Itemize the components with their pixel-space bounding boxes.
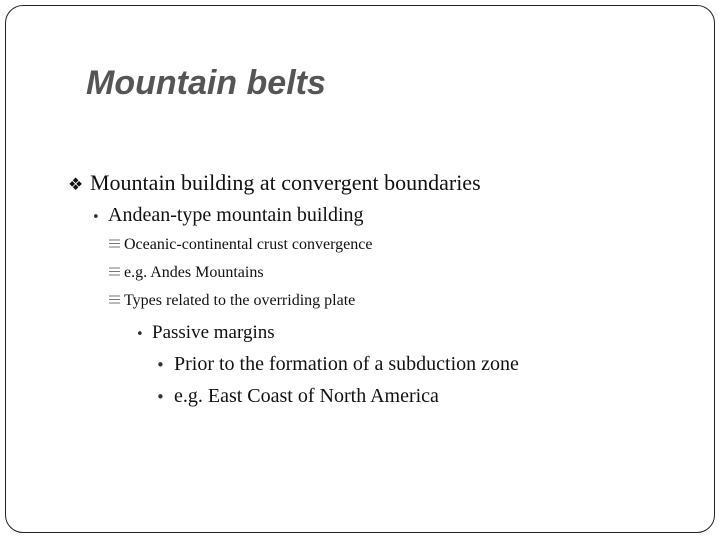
bullet-text: Prior to the formation of a subduction zone [174,353,519,375]
lines-bullet-icon [109,295,120,304]
bullet-level1 [68,170,481,196]
diamond-bullet-icon: ❖ [68,175,84,194]
bullet-level3 [109,292,355,310]
bullet-level3 [109,264,264,282]
bullet-level4 [136,322,275,344]
bullet-level2 [92,204,364,227]
dot-bullet-icon: • [92,210,100,225]
bullet-text: Types related to the overriding plate [124,292,356,309]
bullet-level5 [156,353,519,376]
bullet-level3 [109,236,372,254]
bullet-level5 [156,385,439,408]
lines-bullet-icon [109,239,120,248]
bullet-text: Oceanic-continental crust convergence [124,236,373,253]
bullet-text: Passive margins [152,322,275,343]
bullet-text: Andean-type mountain building [108,204,364,226]
dot-bullet-icon: • [156,388,165,406]
dot-bullet-icon: • [156,356,165,374]
bullet-text: Mountain building at convergent boundaries [90,170,481,195]
slide-title: Mountain belts [86,64,326,102]
bullet-text: e.g. East Coast of North America [174,385,439,407]
bullet-text: e.g. Andes Mountains [124,264,264,281]
slide-frame [5,5,715,533]
dot-bullet-icon: • [136,327,144,342]
lines-bullet-icon [109,267,120,276]
